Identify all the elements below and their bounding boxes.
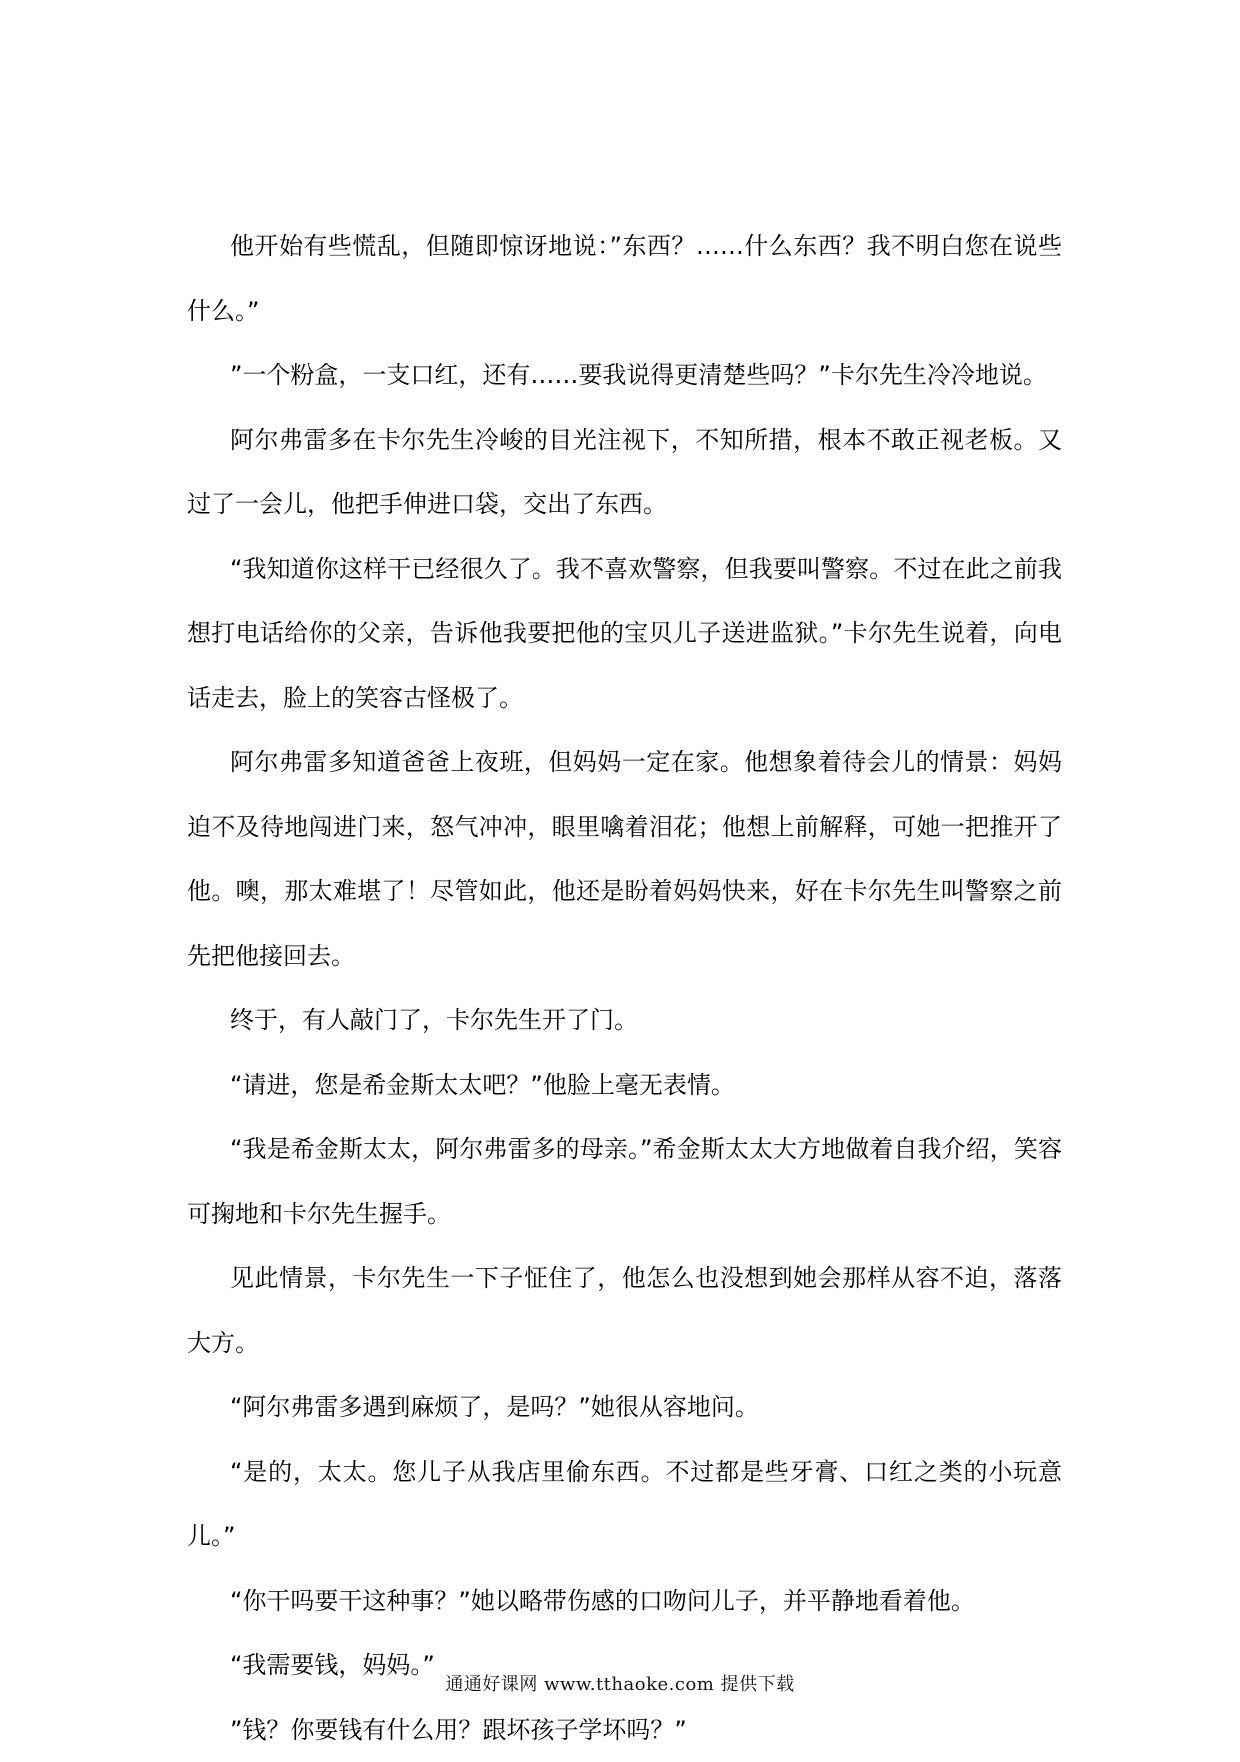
paragraph-9: 见此情景，卡尔先生一下子怔住了，他怎么也没想到她会那样从容不迫，落落大方。	[187, 1246, 1062, 1375]
paragraph-11: “是的，太太。您儿子从我店里偷东西。不过都是些牙膏、口红之类的小玩意儿。”	[187, 1440, 1062, 1569]
paragraph-1: 他开始有些慌乱，但随即惊讶地说：”东西？……什么东西？我不明白您在说些什么。”	[187, 214, 1062, 343]
paragraph-5: 阿尔弗雷多知道爸爸上夜班，但妈妈一定在家。他想象着待会儿的情景：妈妈迫不及待地闯进门来，怒气冲冲，眼里噙着泪花；他想上前解释，可她一把推开了他。噢，那太难堪了！尽管如此，他还是盼着妈妈快来，好在卡尔先生叫警察之前先把他接回去。	[187, 730, 1062, 988]
paragraph-6: 终于，有人敲门了，卡尔先生开了门。	[187, 988, 1062, 1053]
paragraph-3: 阿尔弗雷多在卡尔先生冷峻的目光注视下，不知所措，根本不敢正视老板。又过了一会儿，他把手伸进口袋，交出了东西。	[187, 408, 1062, 537]
paragraph-2: ”一个粉盒，一支口红，还有……要我说得更清楚些吗？”卡尔先生冷冷地说。	[187, 343, 1062, 408]
paragraph-4: “我知道你这样干已经很久了。我不喜欢警察，但我要叫警察。不过在此之前我想打电话给你的父亲，告诉他我要把他的宝贝儿子送进监狱。”卡尔先生说着，向电话走去，脸上的笑容古怪极了。	[187, 537, 1062, 731]
paragraph-12: “你干吗要干这种事？”她以略带伤感的口吻问儿子，并平静地看着他。	[187, 1569, 1062, 1634]
paragraph-14: ”钱？你要钱有什么用？跟坏孩子学坏吗？”	[187, 1698, 1062, 1762]
paragraph-8: “我是希金斯太太，阿尔弗雷多的母亲。”希金斯太太大方地做着自我介绍，笑容可掬地和卡尔先生握手。	[187, 1117, 1062, 1246]
paragraph-13: “我需要钱，妈妈。”	[187, 1633, 1062, 1698]
page-footer: 通通好课网 www.tthaoke.com 提供下载	[0, 1670, 1240, 1696]
document-body	[187, 214, 1062, 1762]
paragraph-10: “阿尔弗雷多遇到麻烦了，是吗？”她很从容地问。	[187, 1375, 1062, 1440]
paragraph-7: “请进，您是希金斯太太吧？”他脸上毫无表情。	[187, 1053, 1062, 1118]
